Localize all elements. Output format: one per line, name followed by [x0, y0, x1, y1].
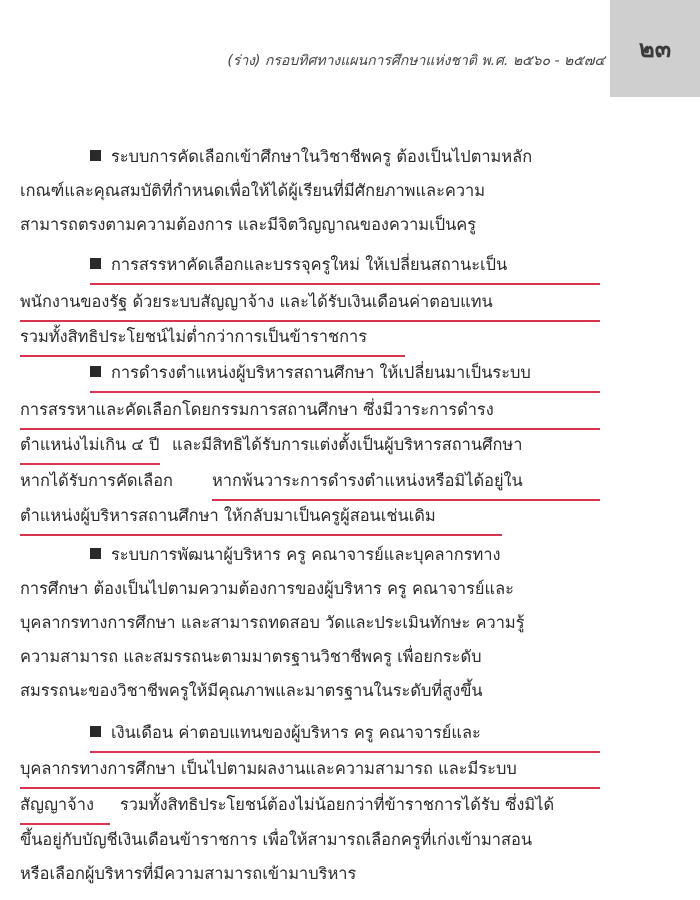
paragraph-3-line-1: การดำรงตำแหน่งผู้บริหารสถานศึกษา ให้เปลี่ยนมาเป็นระบบ — [0, 356, 700, 390]
paragraph-1-line-3: สามารถตรงตามความต้องการ และมีจิตวิญญาณของความเป็นครู — [20, 215, 477, 234]
paragraph-2-line-1: การสรรหาคัดเลือกและบรรจุครูใหม่ ให้เปลี่ยนสถานะเป็น — [0, 248, 700, 282]
paragraph-3-line-3: ตำแหน่งไม่เกิน ๔ ปี และมีสิทธิได้รับการแต่งตั้งเป็นผู้บริหารสถานศึกษา — [0, 428, 700, 462]
paragraph-5-line-1: เงินเดือน ค่าตอบแทนของผู้บริหาร ครู คณาจารย์และ — [0, 716, 700, 750]
bullet-icon — [90, 150, 101, 161]
paragraph-1-line-2: เกณฑ์และคุณสมบัติที่กำหนดเพื่อให้ได้ผู้เรียนที่มีศักยภาพและความ — [20, 181, 486, 200]
paragraph-1-line-1: ระบบการคัดเลือกเข้าศึกษาในวิชาชีพครู ต้องเป็นไปตามหลัก — [0, 140, 700, 174]
bullet-icon — [90, 258, 101, 269]
paragraph-4-line-4: ความสามารถ และสมรรถนะตามมาตรฐานวิชาชีพครู เพื่อยกระดับ — [20, 647, 482, 666]
page-number: ๒๓ — [638, 35, 672, 63]
paragraph-2-line-2: พนักงานของรัฐ ด้วยระบบสัญญาจ้าง และได้รับเงินเดือนค่าตอบแทน — [0, 285, 700, 319]
paragraph-5-line-2: บุคลากรทางการศึกษา เป็นไปตามผลงานและความสามารถ และมีระบบ — [0, 752, 700, 786]
paragraph-3-line-5: ตำแหน่งผู้บริหารสถานศึกษา ให้กลับมาเป็นครูผู้สอนเช่นเดิม — [0, 499, 700, 533]
running-header: (ร่าง) กรอบทิศทางแผนการศึกษาแห่งชาติ พ.ศ. ๒๕๖๐ - ๒๕๗๔ — [227, 53, 605, 69]
paragraph-4-line-1: ระบบการพัฒนาผู้บริหาร ครู คณาจารย์และบุคลากรทาง — [0, 538, 700, 572]
paragraph-5-line-5: หรือเลือกผู้บริหารที่มีความสามารถเข้ามาบริหาร — [20, 864, 357, 883]
paragraph-4-line-2: การศึกษา ต้องเป็นไปตามความต้องการของผู้บริหาร ครู คณาจารย์และ — [20, 579, 514, 598]
bullet-icon — [90, 726, 101, 737]
paragraph-2-line-3: รวมทั้งสิทธิประโยชน์ไม่ต่ำกว่าการเป็นข้าราชการ — [0, 320, 700, 354]
paragraph-4-line-3: บุคลากรทางการศึกษา และสามารถทดสอบ วัดและประเมินทักษะ ความรู้ — [20, 613, 525, 632]
paragraph-3-line-4: หากได้รับการคัดเลือก หากพ้นวาระการดำรงตำแหน่งหรือมิได้อยู่ใน — [0, 464, 700, 498]
paragraph-3-line-2: การสรรหาและคัดเลือกโดยกรรมการสถานศึกษา ซึ่งมีวาระการดำรง — [0, 393, 700, 427]
bullet-icon — [90, 366, 101, 377]
paragraph-5-line-4: ขึ้นอยู่กับบัญชีเงินเดือนข้าราชการ เพื่อให้สามารถเลือกครูที่เก่งเข้ามาสอน — [20, 830, 533, 849]
bullet-icon — [90, 548, 101, 559]
paragraph-4-line-5: สมรรถนะของวิชาชีพครูให้มีคุณภาพและมาตรฐานในระดับที่สูงขึ้น — [20, 681, 483, 700]
paragraph-5-line-3: สัญญาจ้าง รวมทั้งสิทธิประโยชน์ต้องไม่น้อยกว่าที่ข้าราชการได้รับ ซึ่งมิได้ — [0, 788, 700, 822]
